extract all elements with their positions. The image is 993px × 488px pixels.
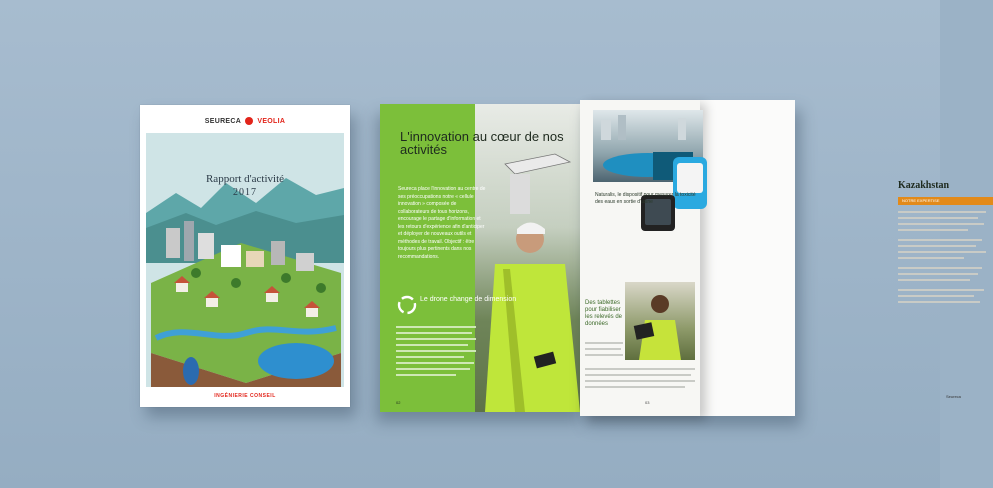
veolia-wordmark: VEOLIA — [257, 117, 286, 125]
brand-logo — [140, 117, 350, 125]
right-page-number: 03 — [645, 400, 650, 405]
naturalis-caption: Naturalis, le dispositif pour mesurer la toxicité des eaux en sortie d'usine — [595, 192, 696, 205]
spread-lead-paragraph: Seureca place l'innovation au centre de ses préoccupations notre « cellule innovation » composée de collaborateurs de tous horizons, encourage le partage d'information et les retours d'expérience afin d'anticiper et déployer de nouveaux outils et méthodes de travail. Objectif : être toujours plus pertinents dans nos recommandations. — [398, 186, 486, 260]
cover-footer: INGÉNIERIE CONSEIL — [214, 393, 276, 399]
recycle-circle-icon — [396, 294, 418, 316]
cover-title-year: 2017 — [233, 187, 257, 198]
cover-illustration — [146, 133, 344, 387]
cover-title-line1: Rapport d'activité — [205, 173, 285, 185]
right-page-footer: Seureca — [946, 394, 961, 399]
left-page-number: 02 — [396, 400, 401, 405]
seureca-wordmark: SEURECA — [204, 117, 241, 125]
tablet-fieldwork-photo — [625, 282, 695, 360]
cover-title — [146, 173, 344, 198]
veolia-logo-icon — [245, 117, 253, 125]
sidebar-text — [898, 211, 993, 303]
report-cover — [140, 105, 350, 407]
sidebar-title: Kazakhstan — [898, 180, 950, 191]
drone-section-title: Le drone change de dimension — [420, 296, 517, 303]
tablet-photo-svg — [625, 282, 695, 360]
tablets-section-heading: Des tablettes pour fiabiliser les relevés de données — [585, 300, 623, 327]
left-page — [380, 104, 585, 412]
spread-headline: L'innovation au cœur de nos activités — [400, 129, 564, 157]
open-magazine — [380, 100, 961, 416]
city-illustration-svg — [146, 133, 344, 387]
sidebar-band: NOTRE EXPERTISE — [898, 197, 993, 205]
kazakhstan-sidebar — [898, 180, 993, 303]
